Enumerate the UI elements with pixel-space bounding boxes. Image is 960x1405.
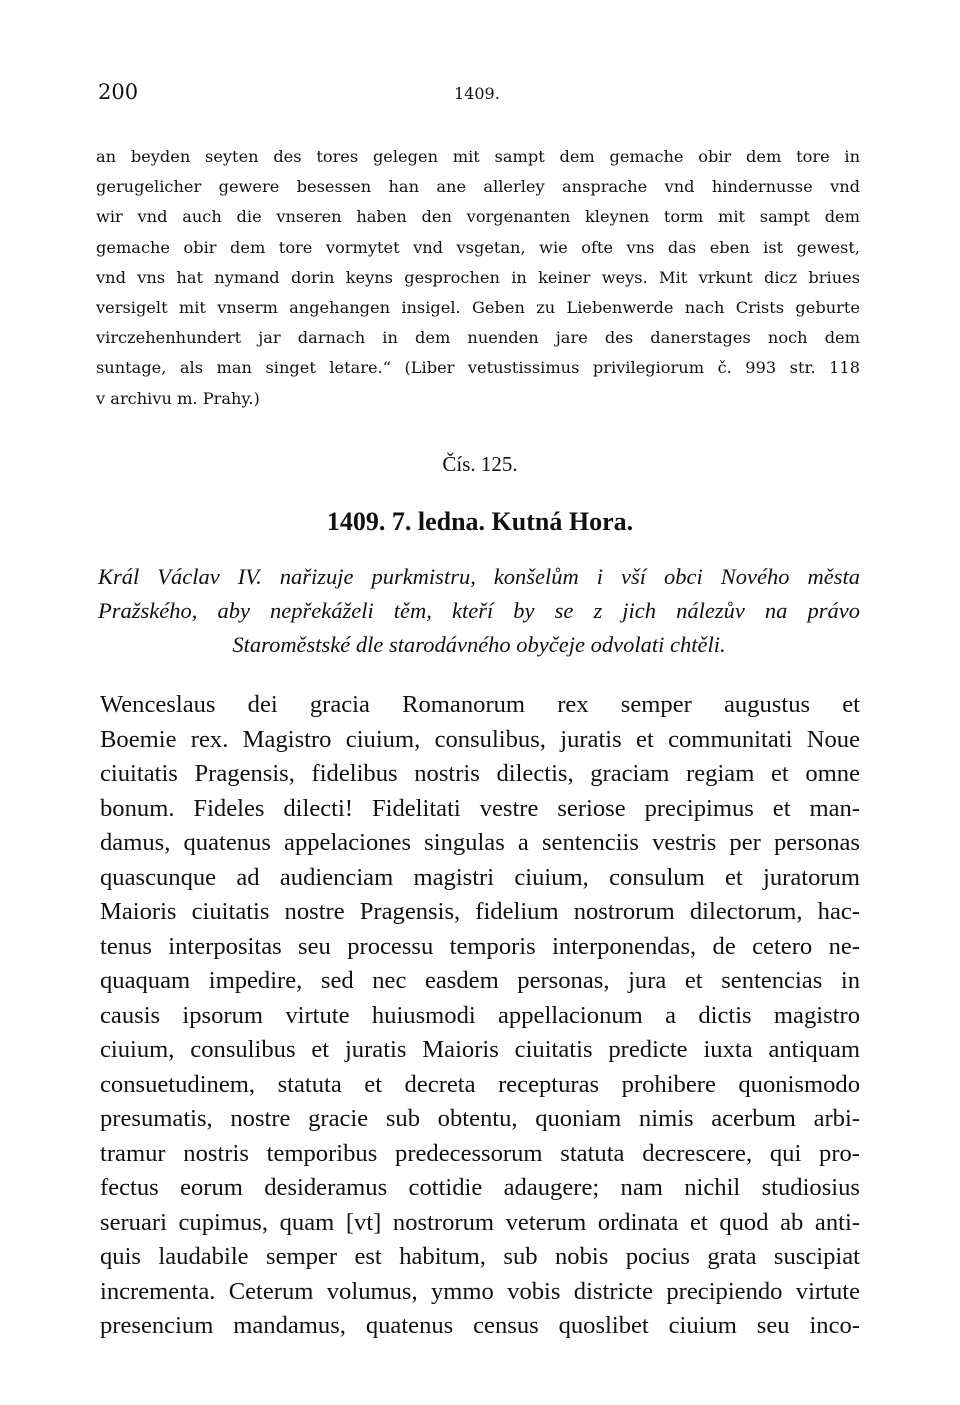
body-line: presumatis, nostre gracie sub obtentu, quoniam nimis acerbum arbi- <box>100 1105 860 1132</box>
text-line: vnd vns hat nymand dorin keyns gesprochen in keiner weys. Mit vrkunt dicz briues <box>96 267 860 287</box>
body-line: presencium mandamus, quatenus census quoslibet ciuium seu inco- <box>100 1312 860 1339</box>
body-line: ciuitatis Pragensis, fidelibus nostris dilectis, graciam regiam et omne <box>100 760 860 787</box>
body-line: quis laudabile semper est habitum, sub nobis pocius grata suscipiat <box>100 1243 860 1270</box>
page-number: 200 <box>98 80 139 104</box>
summary-line: Staroměstské dle starodávného obyčeje odvolati chtěli. <box>232 632 726 657</box>
body-line: seruari cupimus, quam [vt] nostrorum veterum ordinata et quod ab anti- <box>100 1208 860 1236</box>
body-line: Wenceslaus dei gracia Romanorum rex semper augustus et <box>100 691 860 718</box>
body-line: tenus interpositas seu processu temporis interponendas, de cetero ne- <box>100 932 860 960</box>
document-number: Čís. 125. <box>442 452 518 476</box>
body-line: ciuium, consulibus et juratis Maioris ciuitatis predicte iuxta antiquam <box>100 1036 860 1063</box>
body-line: Boemie rex. Magistro ciuium, consulibus, juratis et communitati Noue <box>100 725 860 753</box>
text-line: suntage, als man singet letare.“ (Liber vetustissimus privilegiorum č. 993 str. 118 <box>96 358 860 378</box>
text-line: wir vnd auch die vnseren haben den vorgenanten kleynen torm mit sampt dem <box>96 207 860 227</box>
text-line: an beyden seyten des tores gelegen mit sampt dem gemache obir dem tore in <box>96 147 860 166</box>
document-heading: 1409. 7. ledna. Kutná Hora. <box>326 507 634 536</box>
body-line: consuetudinem, statuta et decreta recepturas prohibere quonismodo <box>100 1070 860 1098</box>
text-line: gemache obir dem tore vormytet vnd vsgetan, wie ofte vns das eben ist gewest, <box>96 237 860 257</box>
body-line: Maioris ciuitatis nostre Pragensis, fidelium nostrorum dilectorum, hac- <box>100 898 860 925</box>
body-line: incrementa. Ceterum volumus, ymmo vobis districte precipiendo virtute <box>100 1277 860 1305</box>
body-line: quascunque ad audienciam magistri ciuium, consulum et juratorum <box>100 863 860 891</box>
summary-line: Pražského, aby nepřekáželi těm, kteří by se z jich nálezův na právo <box>98 598 860 623</box>
body-line: damus, quatenus appelaciones singulas a sentenciis vestris per personas <box>100 829 860 856</box>
body-line: bonum. Fideles dilecti! Fidelitati vestre seriose precipimus et man- <box>100 794 860 822</box>
text-line: gerugelicher gewere besessen han ane allerley ansprache vnd hindernusse vnd <box>96 177 860 197</box>
document-summary <box>98 560 860 662</box>
page-header <box>98 80 860 110</box>
text-line: virczehenhundert jar darnach in dem nuenden jare des danerstages noch dem <box>96 328 860 348</box>
running-header-year: 1409. <box>454 84 500 103</box>
text-line: versigelt mit vnserm angehangen insigel. Geben zu Liebenwerde nach Crists geburte <box>96 297 860 317</box>
summary-line: Král Václav IV. nařizuje purkmistru, konšelům i vší obci Nového města <box>98 564 860 589</box>
body-line: causis ipsorum virtute huiusmodi appellacionum a dictis magistro <box>100 1001 860 1029</box>
body-line: quaquam impedire, sed nec easdem personas, jura et sentencias in <box>100 967 860 994</box>
document-body <box>100 688 860 1344</box>
body-line: fectus eorum desideramus cottidie adaugere; nam nichil studiosius <box>100 1174 860 1201</box>
previous-document-tail <box>96 142 860 414</box>
body-line: tramur nostris temporibus predecessorum statuta decrescere, qui pro- <box>100 1139 860 1167</box>
text-line: v archivu m. Prahy.) <box>96 388 260 408</box>
